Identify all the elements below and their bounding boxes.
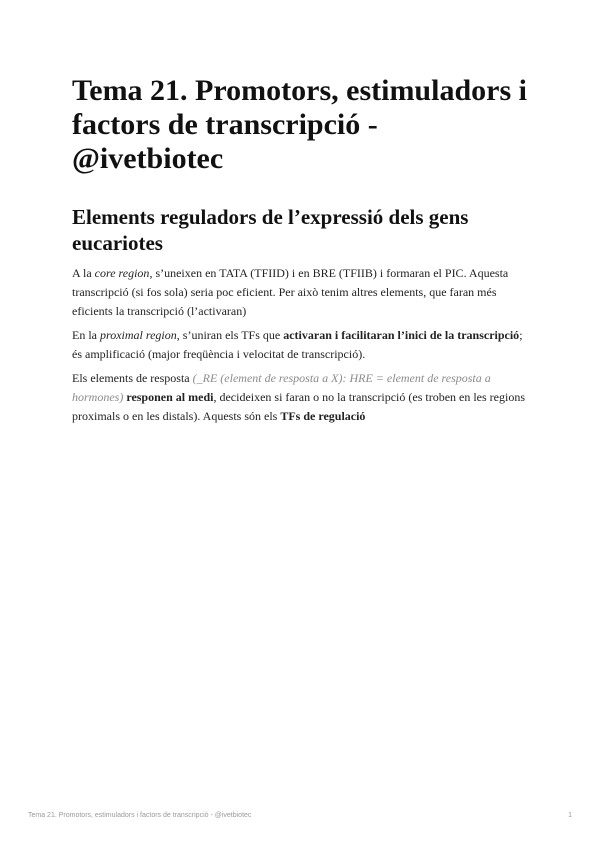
document-title: Tema 21. Promotors, estimuladors i factors de transcripció - @ivetbiotec (72, 74, 527, 175)
page-footer (28, 812, 572, 819)
p3-note-response-elements: (_RE (element de resposta a X): HRE = element de resposta a hormones) (72, 371, 491, 404)
paragraph-proximal-region (72, 326, 532, 364)
paragraph-core-region (72, 264, 532, 321)
p2-text-2: , s’uniran els TFs que (176, 328, 284, 342)
p3-text-1: Els elements de resposta (72, 371, 193, 385)
p2-text-1: En la (72, 328, 100, 342)
p3-strong-responen: responen al medi (126, 390, 214, 404)
p1-text-1: A la (72, 266, 95, 280)
p2-strong-activaran: activaran i facilitaran l’inici de la transcripció (283, 328, 520, 342)
p1-term-core-region: core region (94, 266, 150, 280)
footer-page-number: 1 (568, 812, 572, 819)
paragraph-response-elements (72, 369, 532, 426)
p2-term-proximal-region: proximal region (100, 328, 177, 342)
p3-text-3: , decideixen si faran o no la transcripció (es troben en les regions proximals o en les distals). Aquests són els (72, 390, 526, 423)
document-page (72, 74, 532, 431)
section-heading: Elements reguladors de l’expressió dels gens eucariotes (72, 205, 469, 255)
p3-strong-tfs-regulacio: TFs de regulació (280, 409, 366, 423)
p1-text-2: , s’uneixen en TATA (TFIID) i en BRE (TFIIB) i formaran el PIC. Aquesta transcripció (si fos sola) seria poc eficient. Per això tenim altres elements, que faran més eficients la transcripció (l’activaran) (72, 266, 509, 318)
p2-text-3: ; és amplificació (major freqüència i velocitat de transcripció). (72, 328, 523, 361)
footer-title: Tema 21. Promotors, estimuladors i factors de transcripció - @ivetbiotec (28, 812, 252, 819)
